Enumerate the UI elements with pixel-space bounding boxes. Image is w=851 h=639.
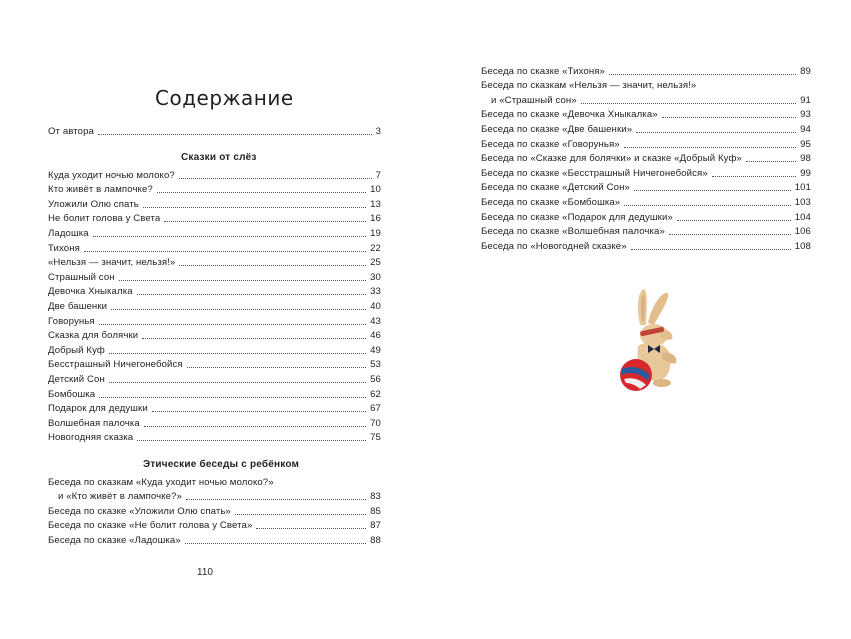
toc-entry-title: Беседа по сказкам «Нельзя — значит, нельзя!» — [481, 80, 697, 92]
dot-leader — [143, 207, 366, 208]
right-page — [425, 0, 851, 639]
toc-entry-page: 85 — [370, 505, 381, 517]
section-heading-talks: Этические беседы с ребёнком — [143, 459, 300, 470]
dot-leader — [142, 338, 366, 339]
toc-entry-talk[interactable] — [481, 238, 811, 253]
toc-entry-page: 83 — [370, 491, 381, 503]
toc-entry-title: и «Страшный сон» — [491, 94, 577, 106]
toc-entry-page: 89 — [800, 65, 811, 77]
toc-entry-tale[interactable] — [48, 269, 381, 284]
toc-entry-page: 95 — [800, 138, 811, 150]
toc-entry-talk[interactable] — [481, 92, 811, 107]
toc-entry-page: 22 — [370, 242, 381, 254]
toc-entry-page: 88 — [370, 534, 381, 546]
dot-leader — [179, 178, 372, 179]
intro-entry-column — [48, 124, 381, 138]
toc-entry-talk[interactable] — [481, 224, 811, 239]
toc-entry-talk-line1 — [48, 474, 381, 489]
toc-entry-page: 103 — [794, 196, 811, 208]
toc-entry-title: Беседа по сказке «Бесстрашный Ничегонебойся» — [481, 167, 708, 179]
dot-leader — [109, 353, 366, 354]
dot-leader — [144, 426, 366, 427]
toc-entry-tale[interactable] — [48, 225, 381, 240]
toc-entry-tale[interactable] — [48, 313, 381, 328]
toc-entry-talk[interactable] — [481, 107, 811, 122]
toc-entry-page: 67 — [370, 403, 381, 415]
dot-leader — [137, 294, 366, 295]
dot-leader — [99, 324, 366, 325]
dot-leader — [157, 192, 366, 193]
toc-entry-talk[interactable] — [48, 489, 381, 504]
toc-entry-tale[interactable] — [48, 240, 381, 255]
toc-entry-talk[interactable] — [481, 165, 811, 180]
toc-entry-title: Беседа по сказке «Не болит голова у Света» — [48, 520, 253, 532]
toc-entry-title: Подарок для дедушки — [48, 403, 148, 415]
dot-leader — [98, 134, 372, 135]
toc-entry-title: Беседа по сказке «Бомбошка» — [481, 196, 621, 208]
bunny-with-ball-icon — [610, 285, 684, 393]
toc-entry-page: 104 — [794, 211, 811, 223]
page-number: 110 — [197, 567, 213, 578]
toc-entry-title: Страшный сон — [48, 271, 115, 283]
toc-entry-tale[interactable] — [48, 284, 381, 299]
toc-entry-title: Девочка Хныкалка — [48, 286, 133, 298]
toc-entry-title: Бесстрашный Ничегонебойся — [48, 359, 183, 371]
toc-entry-talk[interactable] — [48, 532, 381, 547]
toc-entry-intro[interactable] — [48, 124, 381, 138]
toc-entry-page: 10 — [370, 184, 381, 196]
toc-entry-page: 33 — [370, 286, 381, 298]
toc-entry-title: Беседа по сказке «Девочка Хныкалка» — [481, 109, 658, 121]
toc-entry-page: 53 — [370, 359, 381, 371]
dot-leader — [624, 205, 790, 206]
toc-entry-page: 49 — [370, 344, 381, 356]
dot-leader — [109, 382, 366, 383]
page-title: Содержание — [155, 86, 294, 110]
dot-leader — [187, 367, 366, 368]
toc-entry-title: Беседа по сказке «Уложили Олю спать» — [48, 505, 231, 517]
toc-entry-talk[interactable] — [481, 136, 811, 151]
dot-leader — [609, 74, 796, 75]
toc-entry-title: От автора — [48, 126, 94, 137]
toc-entry-page: 94 — [800, 123, 811, 135]
toc-entry-title: Не болит голова у Света — [48, 213, 161, 225]
toc-entry-title: Говорунья — [48, 315, 95, 327]
toc-entry-talk[interactable] — [481, 209, 811, 224]
dot-leader — [624, 147, 796, 148]
toc-entry-page: 25 — [370, 257, 381, 269]
dot-leader — [93, 236, 366, 237]
dot-leader — [677, 220, 791, 221]
toc-entry-title: Беседа по сказке «Говорунья» — [481, 138, 620, 150]
toc-entry-title: Ладошка — [48, 227, 89, 239]
toc-entry-tale[interactable] — [48, 401, 381, 416]
toc-entry-page: 7 — [375, 169, 381, 181]
dot-leader — [111, 309, 366, 310]
toc-entry-page: 13 — [370, 198, 381, 210]
toc-entry-tale[interactable] — [48, 357, 381, 372]
dot-leader — [186, 499, 366, 500]
toc-entry-page: 87 — [370, 520, 381, 532]
toc-entry-page: 108 — [794, 240, 811, 252]
dot-leader — [164, 221, 366, 222]
toc-entry-title: Беседа по сказке «Волшебная палочка» — [481, 226, 665, 238]
toc-entry-title: Добрый Куф — [48, 344, 105, 356]
toc-entry-talk[interactable] — [481, 194, 811, 209]
toc-entry-title: Уложили Олю спать — [48, 198, 139, 210]
toc-entry-page: 62 — [370, 388, 381, 400]
toc-entry-tale[interactable] — [48, 196, 381, 211]
toc-entry-page: 98 — [800, 153, 811, 165]
dot-leader — [84, 251, 366, 252]
dot-leader — [179, 265, 366, 266]
toc-entry-talk[interactable] — [481, 151, 811, 166]
toc-entry-title: «Нельзя — значит, нельзя!» — [48, 257, 176, 269]
toc-entry-title: Беседа по сказке «Тихоня» — [481, 65, 605, 77]
toc-entry-title: Кто живёт в лампочке? — [48, 184, 153, 196]
toc-entry-tale[interactable] — [48, 371, 381, 386]
toc-entry-tale[interactable] — [48, 386, 381, 401]
dot-leader — [631, 249, 791, 250]
toc-entry-tale[interactable] — [48, 255, 381, 270]
toc-entry-tale[interactable] — [48, 415, 381, 430]
toc-entry-talk[interactable] — [481, 180, 811, 195]
tales-list — [48, 167, 381, 444]
toc-entry-tale[interactable] — [48, 211, 381, 226]
dot-leader — [137, 440, 366, 441]
toc-entry-page: 16 — [370, 213, 381, 225]
toc-entry-title: Беседа по сказке «Ладошка» — [48, 534, 181, 546]
dot-leader — [185, 543, 366, 544]
toc-entry-talk[interactable] — [481, 63, 811, 78]
dot-leader — [636, 132, 796, 133]
toc-entry-page: 101 — [794, 182, 811, 194]
toc-entry-page: 99 — [800, 167, 811, 179]
toc-entry-tale[interactable] — [48, 167, 381, 182]
toc-entry-title: Детский Сон — [48, 373, 105, 385]
dot-leader — [581, 103, 796, 104]
toc-entry-title: Беседа по «Сказке для болячки» и сказке «Добрый Куф» — [481, 153, 742, 165]
toc-entry-title: Новогодняя сказка — [48, 432, 134, 444]
toc-entry-title: Беседа по сказке «Детский Сон» — [481, 182, 630, 194]
dot-leader — [256, 528, 366, 529]
dot-leader — [99, 397, 366, 398]
toc-entry-title: Бомбошка — [48, 388, 96, 400]
toc-entry-page: 70 — [370, 417, 381, 429]
toc-entry-page: 43 — [370, 315, 381, 327]
dot-leader — [152, 411, 366, 412]
talks-list-left — [48, 474, 381, 547]
section-heading-tales: Сказки от слёз — [181, 152, 257, 163]
toc-entry-tale[interactable] — [48, 328, 381, 343]
dot-leader — [634, 190, 791, 191]
talks-list-right — [481, 63, 811, 253]
toc-entry-page: 46 — [370, 330, 381, 342]
toc-entry-page: 75 — [370, 432, 381, 444]
toc-entry-talk-line1 — [481, 78, 811, 93]
toc-entry-page: 40 — [370, 300, 381, 312]
toc-entry-page: 56 — [370, 373, 381, 385]
toc-entry-title: Беседа по сказкам «Куда уходит ночью молоко?» — [48, 476, 274, 488]
toc-entry-title: Две башенки — [48, 300, 108, 312]
toc-entry-page: 3 — [375, 126, 381, 137]
toc-entry-page: 93 — [800, 109, 811, 121]
toc-entry-tale[interactable] — [48, 298, 381, 313]
toc-entry-page: 19 — [370, 227, 381, 239]
dot-leader — [746, 161, 796, 162]
toc-entry-title: Куда уходит ночью молоко? — [48, 169, 175, 181]
toc-entry-page: 91 — [800, 94, 811, 106]
dot-leader — [119, 280, 366, 281]
toc-entry-tale[interactable] — [48, 430, 381, 445]
toc-entry-talk[interactable] — [48, 503, 381, 518]
dot-leader — [235, 514, 366, 515]
dot-leader — [712, 176, 796, 177]
dot-leader — [662, 117, 796, 118]
toc-entry-title: Беседа по сказке «Подарок для дедушки» — [481, 211, 673, 223]
dot-leader — [669, 234, 791, 235]
toc-entry-page: 106 — [794, 226, 811, 238]
toc-entry-talk[interactable] — [481, 121, 811, 136]
toc-entry-title: Сказка для болячки — [48, 330, 139, 342]
toc-entry-tale[interactable] — [48, 182, 381, 197]
toc-entry-title: Беседа по сказке «Две башенки» — [481, 123, 633, 135]
toc-entry-page: 30 — [370, 271, 381, 283]
toc-entry-tale[interactable] — [48, 342, 381, 357]
toc-entry-title: Тихоня — [48, 242, 80, 254]
left-page — [0, 0, 425, 639]
toc-entry-talk[interactable] — [48, 518, 381, 533]
toc-entry-title: Волшебная палочка — [48, 417, 140, 429]
toc-entry-title: Беседа по «Новогодней сказке» — [481, 240, 627, 252]
toc-entry-title: и «Кто живёт в лампочке?» — [58, 491, 182, 503]
